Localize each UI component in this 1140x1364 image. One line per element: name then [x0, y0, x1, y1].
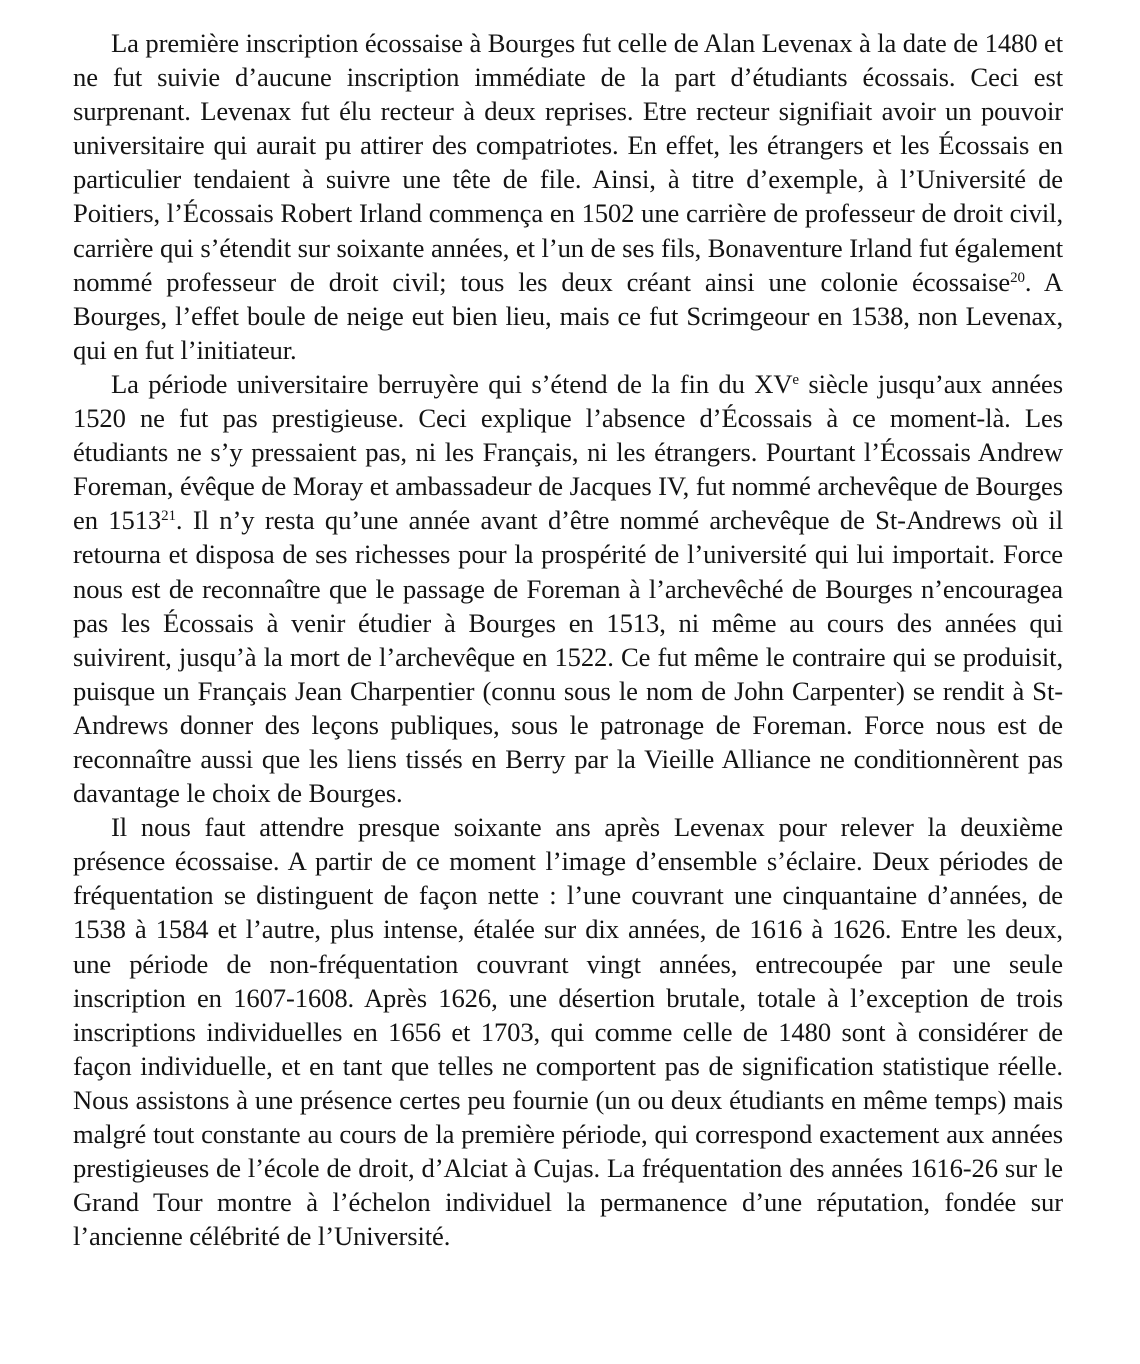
paragraph-text: siècle jusqu’aux années 1520 ne fut pas prestigieuse. Ceci explique l’absence d’Écossais à ce moment-là. Les étudiants ne s’y pressaient pas, ni les Français, ni les étrangers. Pourtant l’Écossais Andrew Foreman, évêque de Moray et ambassadeur de Jacques IV, fut nommé archevêque de Bourges en 1513	[73, 368, 1063, 536]
paragraph-text: La période universitaire berruyère qui s’étend de la fin du XV	[111, 368, 793, 399]
paragraph-text: La première inscription écossaise à Bourges fut celle de Alan Levenax à la date de 1480 et ne fut suivie d’aucune inscription immédiate de la part d’étudiants écossais. Ceci est surprenant. Levenax fut élu recteur à deux reprises. Etre recteur signifiait avoir un pouvoir universitaire qui aurait pu attirer des compatriotes. En effet, les étrangers et les Écossais en particulier tendaient à suivre une tête de file. Ainsi, à titre d’exemple, à l’Université de Poitiers, l’Écossais Robert Irland commença en 1502 une carrière de professeur de droit civil, carrière qui s’étendit sur soixante années, et l’un de ses fils, Bonaventure Irland fut également nommé professeur de droit civil; tous les deux créant ainsi une colonie écossaise	[73, 28, 1063, 297]
paragraph-text: Il nous faut attendre presque soixante ans après Levenax pour relever la deuxième présence écossaise. A partir de ce moment l’image d’ensemble s’éclaire. Deux périodes de fréquentation se distinguent de façon nette : l’une couvrant une cinquantaine d’années, de 1538 à 1584 et l’autre, plus intense, étalée sur dix années, de 1616 à 1626. Entre les deux, une période de non-fréquentation couvrant vingt années, entrecoupée par une seule inscription en 1607-1608. Après 1626, une désertion brutale, totale à l’exception de trois inscriptions individuelles en 1656 et 1703, qui comme celle de 1480 sont à considérer de façon individuelle, et en tant que telles ne comportent pas de signification statistique réelle. Nous assistons à une présence certes peu fournie (un ou deux étudiants en même temps) mais malgré tout constante au cours de la première période, qui correspond exactement aux années prestigieuses de l’école de droit, d’Alciat à Cujas. La fréquentation des années 1616-26 sur le Grand Tour montre à l’échelon individuel la permanence d’une réputation, fondée sur l’ancienne célébrité de l’Université.	[73, 812, 1063, 1252]
paragraph-attendance-periods	[73, 810, 1063, 1253]
paragraph-university-period	[73, 367, 1063, 810]
footnote-ref-21[interactable]: 21	[161, 508, 176, 525]
footnote-ref-20[interactable]: 20	[1010, 269, 1025, 286]
paragraph-text: . Il n’y resta qu’une année avant d’être nommé archevêque de St-Andrews où il retourna et disposa de ses richesses pour la prospérité de l’université qui lui importait. Force nous est de reconnaître que le passage de Foreman à l’archevêché de Bourges n’encouragea pas les Écossais à venir étudier à Bourges en 1513, ni même au cours des années qui suivirent, jusqu’à la mort de l’archevêque en 1522. Ce fut même le contraire qui se produisit, puisque un Français Jean Charpentier (connu sous le nom de John Carpenter) se rendit à St-Andrews donner des leçons publiques, sous le patronage de Foreman. Force nous est de reconnaître aussi que les liens tissés en Berry par la Vieille Alliance ne conditionnèrent pas davantage le choix de Bourges.	[73, 505, 1063, 809]
document-body	[73, 26, 1063, 1253]
paragraph-scottish-first-inscription	[73, 26, 1063, 367]
paragraph-text: . A Bourges, l’effet boule de neige eut bien lieu, mais ce fut Scrimgeour en 1538, non Levenax, qui en fut l’initiateur.	[73, 266, 1064, 365]
century-superscript: e	[792, 371, 799, 388]
